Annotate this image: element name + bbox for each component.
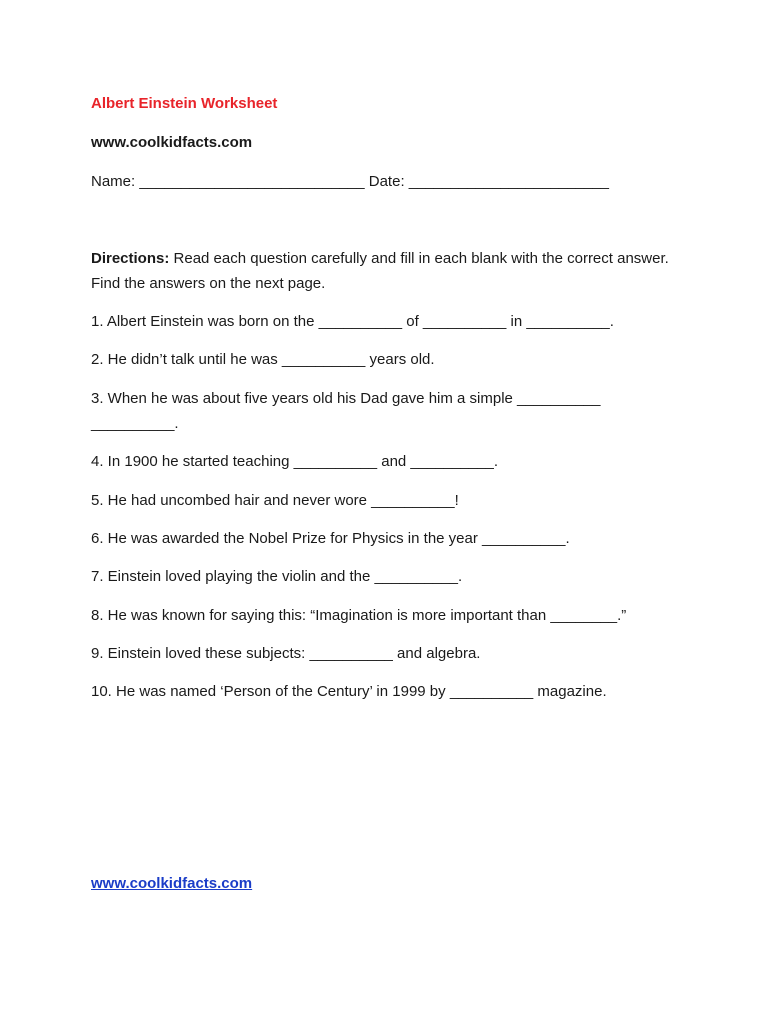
name-date-fields: Name: ___________________________ Date: ________________________ (91, 173, 609, 190)
question-10: 10. He was named ‘Person of the Century’ in 1999 by __________ magazine. (91, 683, 607, 700)
worksheet-title: Albert Einstein Worksheet (91, 95, 278, 112)
directions-text: Read each question carefully and fill in each blank with the correct answer. Find the answers on the next page. (91, 250, 669, 292)
question-3-continuation: __________. (91, 415, 179, 432)
site-url-header: www.coolkidfacts.com (91, 134, 253, 151)
question-9: 9. Einstein loved these subjects: __________ and algebra. (91, 645, 481, 662)
question-4: 4. In 1900 he started teaching __________ and __________. (91, 453, 499, 470)
question-3: 3. When he was about five years old his Dad gave him a simple __________ (91, 390, 601, 407)
directions-paragraph (91, 246, 671, 296)
footer-site-link[interactable]: www.coolkidfacts.com (91, 875, 253, 892)
directions-label: Directions: (91, 250, 170, 267)
question-5: 5. He had uncombed hair and never wore __________! (91, 492, 459, 509)
question-2: 2. He didn’t talk until he was __________ years old. (91, 351, 435, 368)
question-8: 8. He was known for saying this: “Imagination is more important than ________.” (91, 607, 627, 624)
question-6: 6. He was awarded the Nobel Prize for Physics in the year __________. (91, 530, 570, 547)
question-7: 7. Einstein loved playing the violin and the __________. (91, 568, 463, 585)
question-1: 1. Albert Einstein was born on the __________ of __________ in __________. (91, 313, 614, 330)
